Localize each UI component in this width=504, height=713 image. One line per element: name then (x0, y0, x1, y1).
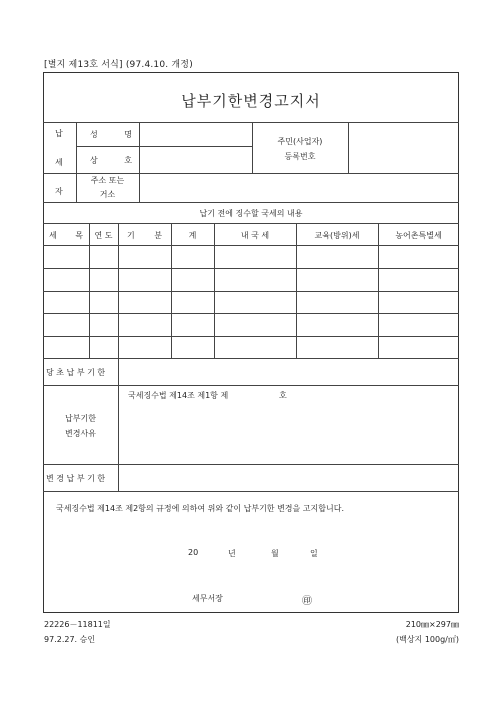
tax-table-cell[interactable] (44, 246, 88, 267)
name-field[interactable] (140, 123, 251, 145)
footer-code: 22226－11811일 (44, 620, 111, 629)
tax-table-cell[interactable] (90, 246, 117, 267)
original-due-field[interactable] (119, 359, 458, 384)
col-header-year: 연 도 (94, 231, 113, 240)
tax-table-cell[interactable] (119, 337, 170, 357)
new-due-field[interactable] (119, 465, 458, 490)
address-label-line1: 주소 또는 (90, 176, 125, 185)
tax-table-cell[interactable] (379, 246, 458, 267)
form-title: 납부기한변경고지서 (181, 92, 321, 110)
change-reason-field[interactable] (119, 405, 458, 463)
tax-table-cell[interactable] (379, 269, 458, 290)
tax-table-cell[interactable] (379, 314, 458, 335)
side-label-3: 자 (55, 187, 63, 196)
reason-label-line1: 납부기한 (65, 414, 96, 423)
footer-paper: (백상지 100g/㎡) (395, 635, 459, 644)
col-header-rural-tax: 농어촌특별세 (395, 231, 442, 240)
tax-table-cell[interactable] (44, 292, 88, 312)
address-field[interactable] (140, 174, 458, 201)
company-label: 상 호 (90, 156, 132, 165)
col-header-education-tax: 교육(방위)세 (314, 231, 360, 240)
col-header-tax-item: 세 목 (49, 231, 83, 240)
address-label-line2: 거소 (99, 190, 116, 199)
notice-text: 국세징수법 제14조 제2항의 규정에 의하여 위와 같이 납부기한 변경을 고지합니다. (56, 504, 344, 513)
tax-table-cell[interactable] (172, 292, 213, 312)
date-day: 일 (310, 549, 318, 558)
tax-table-cell[interactable] (215, 314, 295, 335)
tax-table-cell[interactable] (172, 246, 213, 267)
new-due-label: 변 경 납 부 기 한 (46, 474, 106, 483)
company-field[interactable] (140, 147, 251, 172)
id-label-line1: 주민(사업자) (277, 137, 323, 146)
tax-table-cell[interactable] (297, 269, 377, 290)
rule-taxpayer-bottom (43, 202, 459, 203)
tax-table-cell[interactable] (215, 337, 295, 357)
tax-table-cell[interactable] (172, 269, 213, 290)
original-due-label: 당 초 납 부 기 한 (46, 368, 106, 377)
statute-text: 국세징수법 제14조 제1항 제 (128, 391, 229, 400)
tax-table-caption: 납기 전에 징수할 국세의 내용 (199, 209, 303, 218)
tax-table-cell[interactable] (379, 292, 458, 312)
tax-table-cell[interactable] (44, 337, 88, 357)
col-header-national-tax: 내 국 세 (240, 231, 270, 240)
form-number-note: [별지 제13호 서식] (97.4.10. 개정) (44, 60, 193, 70)
tax-table-cell[interactable] (172, 337, 213, 357)
registration-number-field[interactable] (349, 123, 458, 172)
side-label-1: 납 (55, 129, 63, 138)
tax-table-cell[interactable] (297, 246, 377, 267)
tax-table-cell[interactable] (90, 314, 117, 335)
rule-original-due-bottom (43, 385, 459, 386)
footer-size: 210㎜×297㎜ (405, 620, 459, 629)
tax-table-cell[interactable] (172, 314, 213, 335)
tax-table-cell[interactable] (215, 292, 295, 312)
tax-table-cell[interactable] (297, 337, 377, 357)
tax-table-cell[interactable] (119, 292, 170, 312)
tax-table-cell[interactable] (90, 269, 117, 290)
tax-table-cell[interactable] (44, 314, 88, 335)
reason-label-line2: 변경사유 (65, 429, 96, 438)
tax-table-cell[interactable] (119, 246, 170, 267)
id-label-line2: 등록번호 (284, 152, 316, 161)
statute-suffix: 호 (279, 391, 287, 400)
tax-table-cell[interactable] (90, 337, 117, 357)
seal-icon: ㊞ (302, 596, 312, 607)
tax-table-cell[interactable] (44, 269, 88, 290)
tax-table-cell[interactable] (297, 292, 377, 312)
tax-table-cell[interactable] (215, 246, 295, 267)
date-year-prefix: 20 (188, 548, 199, 557)
name-label: 성 명 (90, 130, 132, 139)
signer-title: 세무서장 (192, 594, 223, 603)
rule-caption-bottom (43, 223, 459, 224)
col-header-period: 기 분 (127, 231, 162, 240)
date-month: 월 (271, 549, 279, 558)
side-label-2: 세 (55, 158, 63, 167)
rule-new-due-bottom (43, 491, 459, 492)
date-year: 년 (228, 549, 236, 558)
tax-table-cell[interactable] (215, 269, 295, 290)
tax-table-cell[interactable] (297, 314, 377, 335)
tax-table-cell[interactable] (119, 314, 170, 335)
tax-table-cell[interactable] (379, 337, 458, 357)
tax-table-cell[interactable] (90, 292, 117, 312)
footer-approval: 97.2.27. 승인 (44, 635, 96, 644)
tax-table-cell[interactable] (119, 269, 170, 290)
rule-id-left (252, 122, 253, 173)
col-header-total: 계 (188, 231, 197, 240)
